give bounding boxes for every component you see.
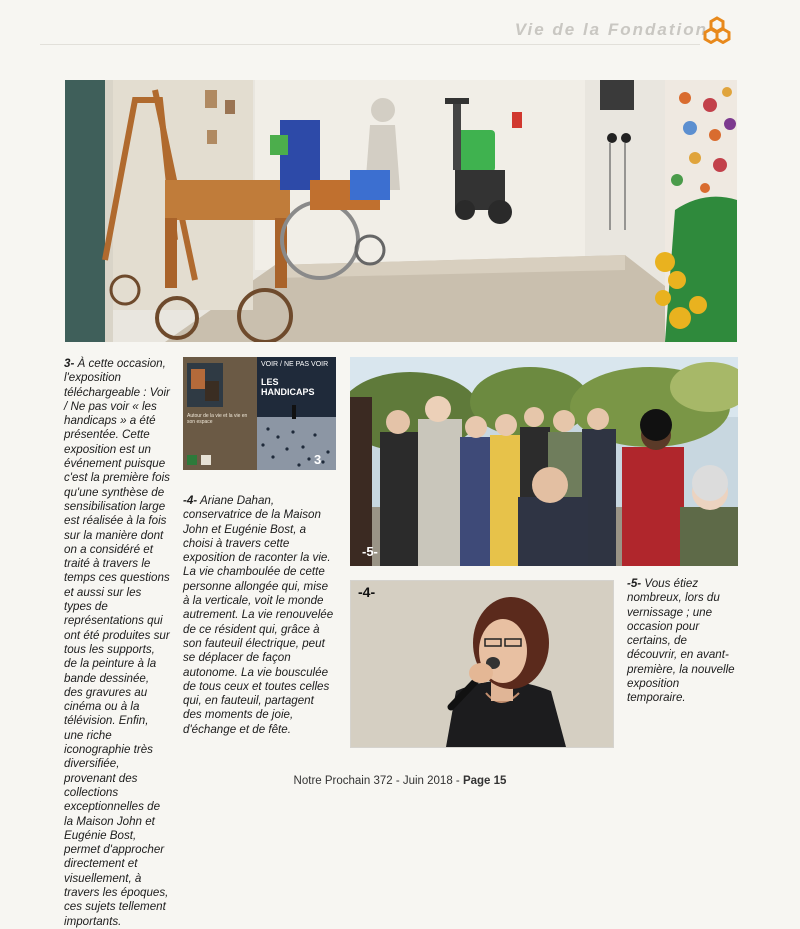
caption-3-number: 3- [64, 357, 75, 370]
exhibition-hall-photo [65, 80, 737, 342]
photo-number-3: 3 [314, 452, 322, 467]
page-footer [0, 775, 800, 787]
caption-4 [183, 494, 335, 737]
caption-4-text: Ariane Dahan, conservatrice de la Maison John et Eugénie Bost, a choisi à travers cette exposition de raconter la vie. La vie chamboulée de cette personne allongée qui, mise à la verticale, voit le monde autrement. La vie renouvelée de ce résident qui, grâce à son fauteuil électrique, peut se déplacer de façon autonome. La vie bousculée de tous ceux et toutes celles qui, en fauteuil, partagent des moments de joie, d'échange et de fête. [183, 494, 334, 736]
section-title: Vie de la Fondation [514, 20, 708, 39]
photo-number-4: -4- [358, 584, 376, 600]
caption-4-number: -4- [183, 494, 198, 507]
caption-3-text: À cette occasion, l'exposition téléchargeable : Voir / Ne pas voir « les handicaps » a été présentée. Cette exposition est un événement puisque c'est la première fois qu'une synthèse de sensibilisation large est réalisée à la fois sur la manière dont on a considéré et traité à travers le temps ces questions et aussi sur les types de représentations qui ont été produites sur tous les supports, de la peinture à la bande dessinée, des gravures au cinéma ou à la télévision. Enfin, une riche iconographie très diversifiée, provenant des collections exceptionnelles de la Maison John et Eugénie Bost, permet d'approcher directement et visuellement, à travers les époques, ces sujets tellement importants. [64, 357, 170, 928]
caption-5 [627, 577, 739, 706]
caption-5-number: -5- [627, 577, 642, 590]
vernissage-crowd-photo [350, 357, 738, 566]
poster-title-main: LES HANDICAPS [261, 377, 315, 397]
caption-3 [64, 357, 170, 929]
photo-number-5: -5- [362, 544, 378, 559]
caption-5-text: Vous étiez nombreux, lors du vernissage ; une occasion pour certains, de découvrir, en avant-première, la nouvelle exposition temporaire. [627, 577, 735, 705]
poster-title-top: VOIR / NE PAS VOIR [261, 361, 329, 368]
header-rule [40, 44, 700, 45]
speaker-portrait-photo [350, 580, 614, 748]
poster-strip-text: Autour de la vie et la vie en son espace [187, 413, 248, 425]
page-number: Page 15 [462, 775, 507, 787]
footer-issue: Notre Prochain 372 - Juin 2018 - [293, 775, 463, 787]
hexagon-cluster-icon [702, 16, 732, 44]
